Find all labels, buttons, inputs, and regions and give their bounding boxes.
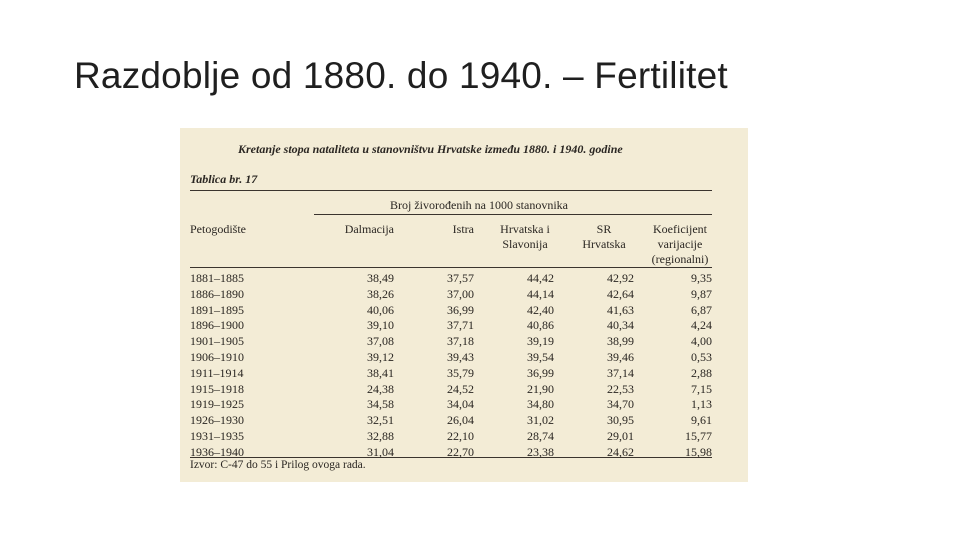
table-row [180,271,748,287]
table-body [180,271,748,461]
cell-period: 1936–1940 [190,444,244,459]
cell-hrvatska-slavonija: 42,40 [527,302,554,317]
cell-hrvatska-slavonija: 40,86 [527,318,554,333]
cell-dalmacija: 38,49 [367,271,394,285]
cell-sr-hrvatska: 30,95 [607,413,634,428]
cell-koeficijent: 9,87 [691,286,712,301]
table-row [180,334,748,350]
cell-koeficijent: 15,98 [685,444,712,459]
cell-koeficijent: 0,53 [691,349,712,364]
cell-sr-hrvatska: 34,70 [607,397,634,412]
cell-dalmacija: 40,06 [367,302,394,317]
cell-period: 1931–1935 [190,428,244,443]
header-dalmacija: Dalmacija [344,222,394,236]
cell-period: 1891–1895 [190,302,244,317]
cell-dalmacija: 32,88 [367,428,394,443]
table-row [180,350,748,366]
header-period: Petogodište [190,222,246,236]
cell-dalmacija: 34,58 [367,397,394,412]
cell-hrvatska-slavonija: 23,38 [527,444,554,459]
table-row [180,397,748,413]
cell-hrvatska-slavonija: 28,74 [527,428,554,443]
group-rule [314,214,712,215]
cell-dalmacija: 38,26 [367,286,394,301]
cell-period: 1911–1914 [190,365,244,380]
table-row [180,413,748,429]
table-caption: Kretanje stopa nataliteta u stanovništvu Hrvatske između 1880. i 1940. godine [238,142,623,156]
table-source: Izvor: C-47 do 55 i Prilog ovoga rada. [190,459,366,471]
cell-dalmacija: 39,12 [367,349,394,364]
cell-hrvatska-slavonija: 39,19 [527,334,554,349]
cell-istra: 37,57 [447,271,474,285]
slide-title: Razdoblje od 1880. do 1940. – Fertilitet [74,55,728,96]
cell-dalmacija: 37,08 [367,334,394,349]
cell-dalmacija: 38,41 [367,365,394,380]
cell-hrvatska-slavonija: 44,42 [527,271,554,285]
cell-period: 1881–1885 [190,271,244,285]
cell-sr-hrvatska: 39,46 [607,349,634,364]
group-header: Broj živorođenih na 1000 stanovnika [390,198,568,212]
cell-koeficijent: 15,77 [685,428,712,443]
cell-dalmacija: 24,38 [367,381,394,396]
cell-hrvatska-slavonija: 34,80 [527,397,554,412]
cell-koeficijent: 7,15 [691,381,712,396]
cell-hrvatska-slavonija: 44,14 [527,286,554,301]
header-rule [190,267,712,268]
table-row [180,382,748,398]
cell-sr-hrvatska: 22,53 [607,381,634,396]
cell-sr-hrvatska: 42,92 [607,271,634,285]
cell-istra: 34,04 [447,397,474,412]
cell-dalmacija: 31,04 [367,444,394,459]
cell-dalmacija: 39,10 [367,318,394,333]
cell-istra: 24,52 [447,381,474,396]
cell-hrvatska-slavonija: 31,02 [527,413,554,428]
cell-koeficijent: 9,61 [691,413,712,428]
table-row [180,429,748,445]
cell-hrvatska-slavonija: 36,99 [527,365,554,380]
cell-istra: 37,00 [447,286,474,301]
cell-istra: 37,18 [447,334,474,349]
cell-sr-hrvatska: 37,14 [607,365,634,380]
cell-koeficijent: 4,24 [691,318,712,333]
scanned-table-image [180,128,748,482]
cell-koeficijent: 4,00 [691,334,712,349]
cell-istra: 26,04 [447,413,474,428]
header-koeficijent: Koeficijent varijacije (regionalni) [651,222,709,266]
table-row [180,318,748,334]
table-row [180,303,748,319]
cell-koeficijent: 2,88 [691,365,712,380]
cell-period: 1915–1918 [190,381,244,396]
table-row [180,366,748,382]
cell-dalmacija: 32,51 [367,413,394,428]
cell-period: 1906–1910 [190,349,244,364]
cell-koeficijent: 6,87 [691,302,712,317]
table-row [180,287,748,303]
cell-sr-hrvatska: 24,62 [607,444,634,459]
cell-period: 1886–1890 [190,286,244,301]
cell-period: 1919–1925 [190,397,244,412]
cell-hrvatska-slavonija: 39,54 [527,349,554,364]
cell-koeficijent: 1,13 [691,397,712,412]
header-istra: Istra [452,222,474,236]
cell-istra: 22,70 [447,444,474,459]
cell-istra: 35,79 [447,365,474,380]
cell-istra: 39,43 [447,349,474,364]
header-hrvatska-slavonija: Hrvatska i Slavonija [500,222,550,251]
table-label: Tablica br. 17 [190,172,258,186]
cell-period: 1926–1930 [190,413,244,428]
cell-koeficijent: 9,35 [691,271,712,285]
cell-period: 1896–1900 [190,318,244,333]
cell-istra: 22,10 [447,428,474,443]
cell-hrvatska-slavonija: 21,90 [527,381,554,396]
cell-sr-hrvatska: 41,63 [607,302,634,317]
cell-sr-hrvatska: 42,64 [607,286,634,301]
top-rule [190,190,712,191]
cell-istra: 36,99 [447,302,474,317]
cell-sr-hrvatska: 29,01 [607,428,634,443]
header-sr-hrvatska: SR Hrvatska [582,222,626,251]
cell-period: 1901–1905 [190,334,244,349]
cell-istra: 37,71 [447,318,474,333]
bottom-rule [190,457,712,458]
cell-sr-hrvatska: 40,34 [607,318,634,333]
cell-sr-hrvatska: 38,99 [607,334,634,349]
